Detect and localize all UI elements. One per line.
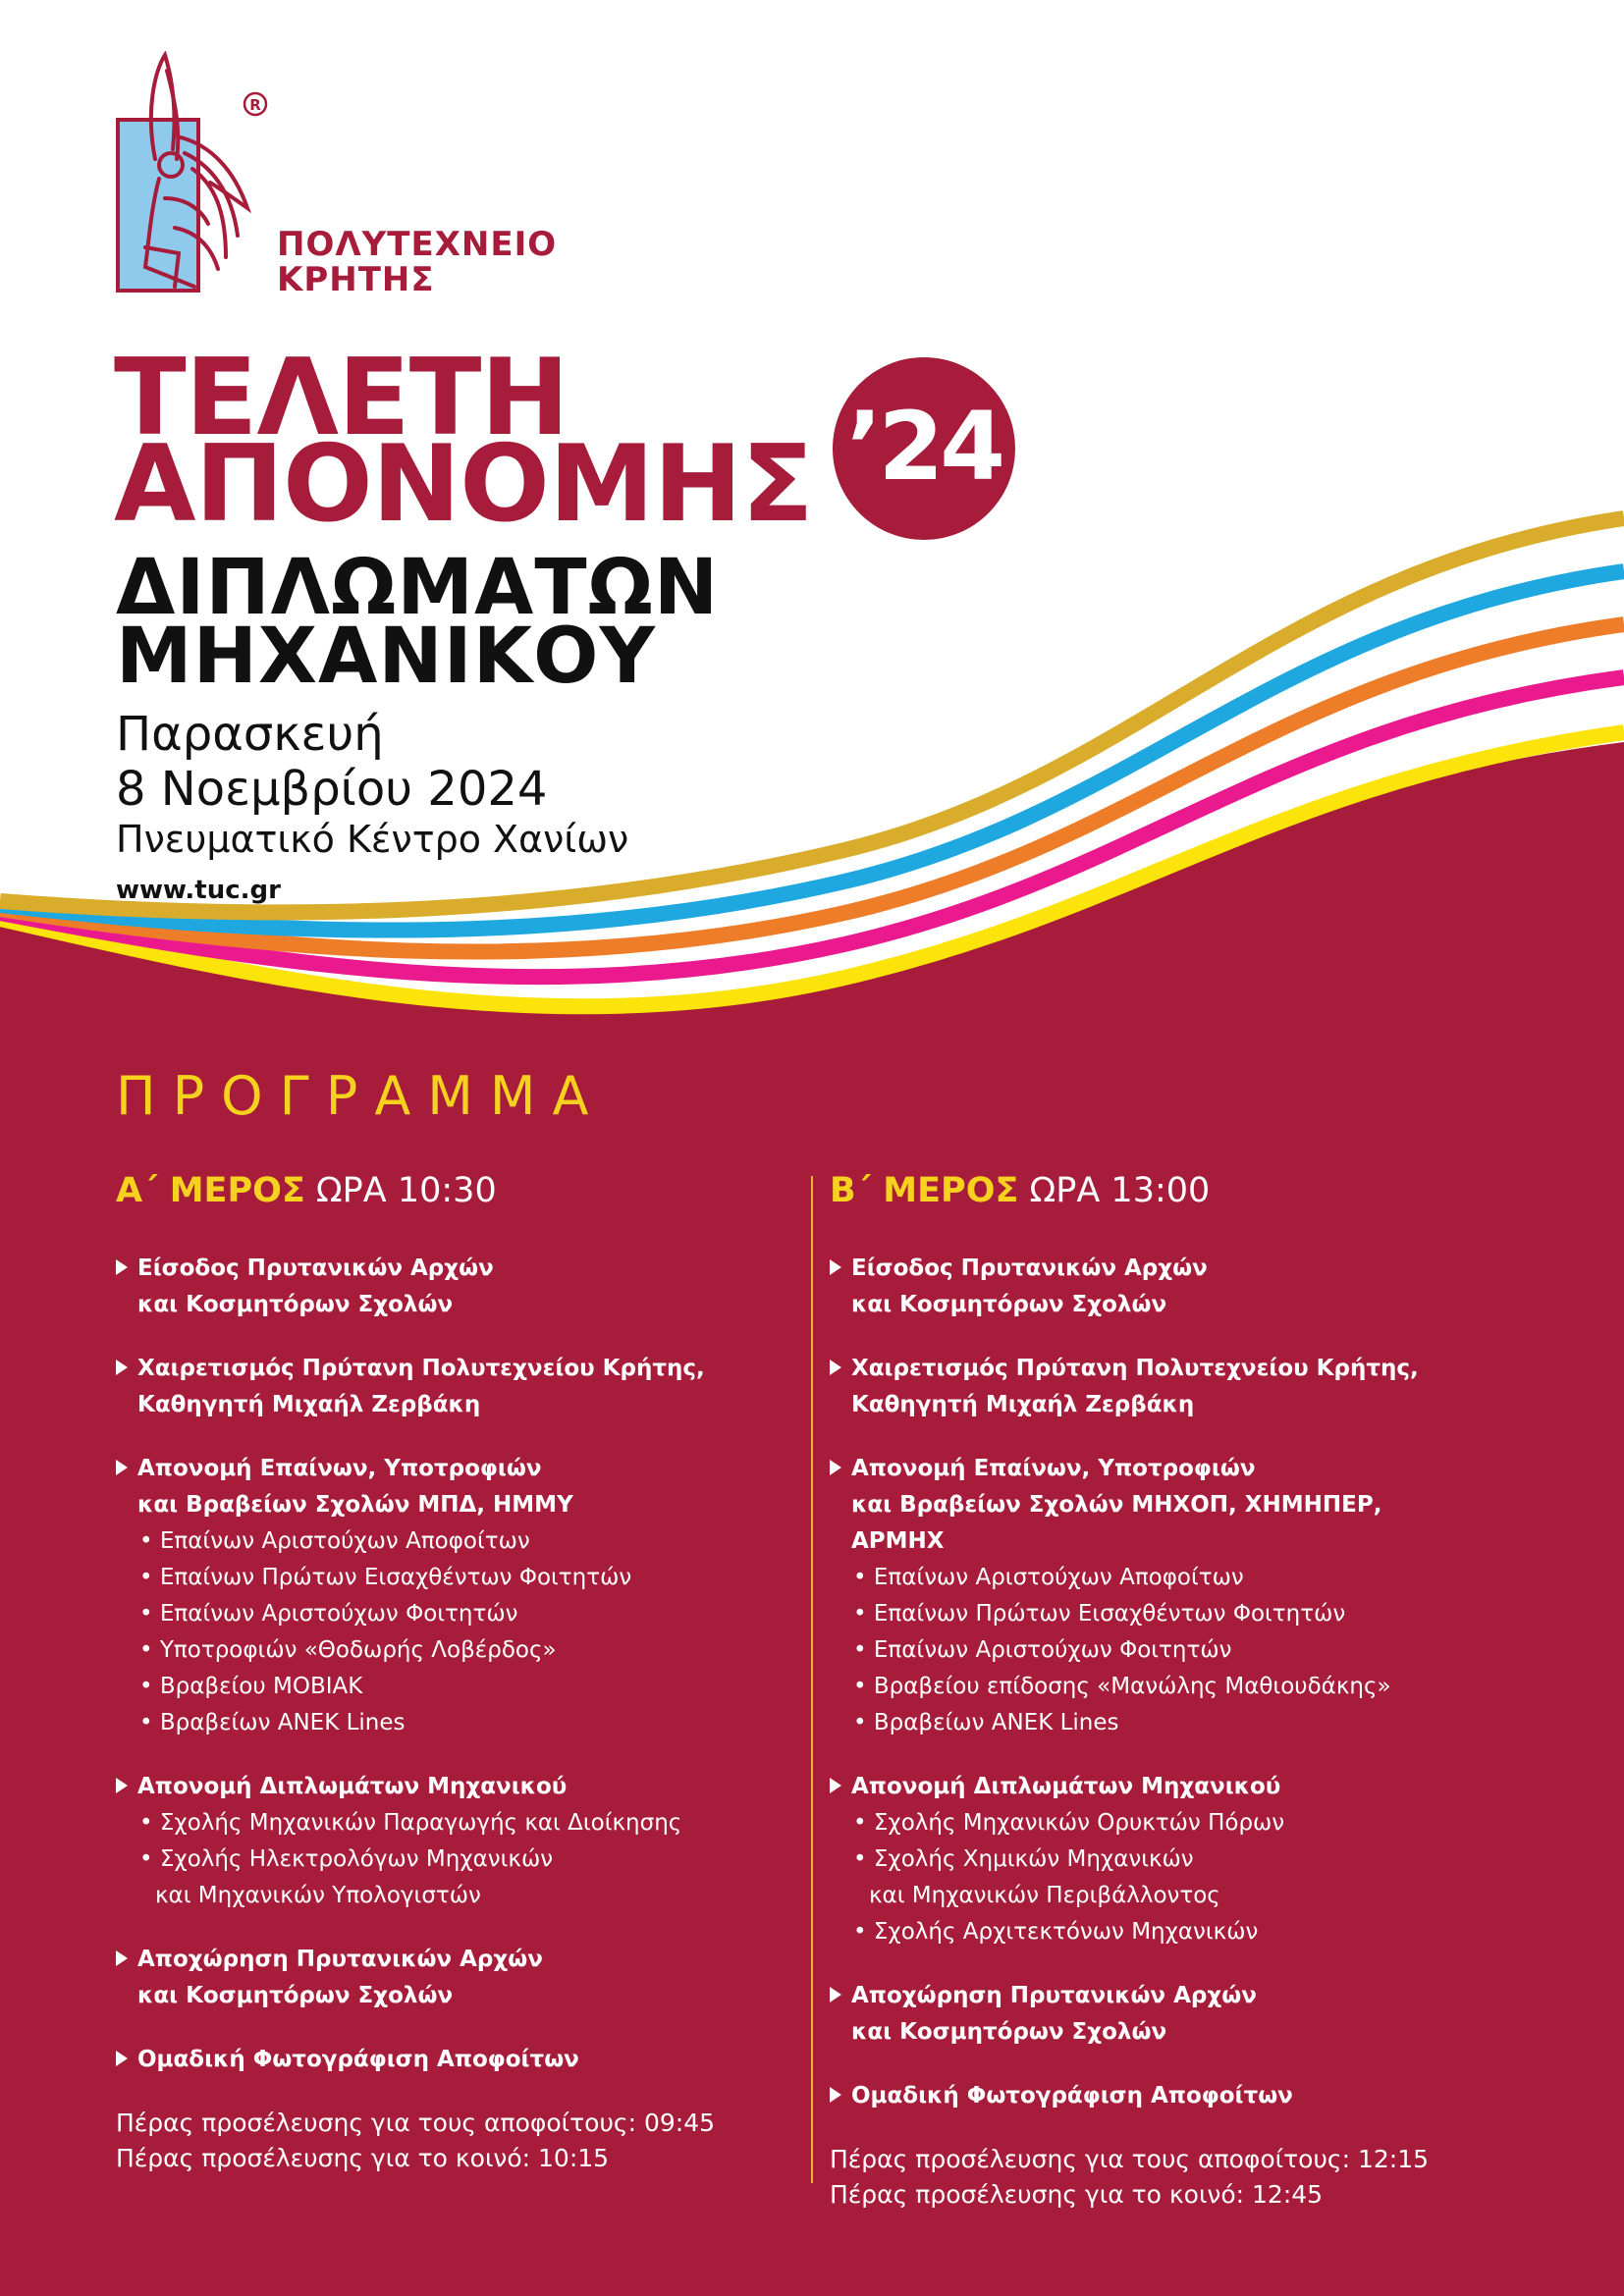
program-item: [830, 1978, 1458, 2051]
program-subitem-text: • Σχολής Ηλεκτρολόγων Μηχανικών και Μηχανικών Υπολογιστών: [139, 1846, 554, 1908]
program-item-title: Χαιρετισμός Πρύτανη Πολυτεχνείου Κρήτης, Καθηγητή Μιχαήλ Ζερβάκη: [137, 1356, 705, 1417]
triangle-bullet-icon: [116, 1460, 128, 1475]
program-item-title: Αποχώρηση Πρυτανικών Αρχών και Κοσμητόρων Σχολών: [137, 1947, 543, 2008]
program-subitem: [137, 1596, 744, 1632]
svg-text:R: R: [249, 96, 261, 114]
program-subitem-text: • Επαίνων Αριστούχων Φοιτητών: [139, 1601, 518, 1627]
program-item: [116, 1942, 744, 2014]
part-a-column: [116, 1171, 744, 2176]
triangle-bullet-icon: [830, 1360, 841, 1375]
part-b-time: ΩΡΑ 13:00: [1029, 1171, 1211, 1210]
triangle-bullet-icon: [830, 1778, 841, 1793]
program-subitem: [137, 1705, 744, 1741]
part-a-time: ΩΡΑ 10:30: [315, 1171, 497, 1210]
program-subitem: [851, 1842, 1458, 1914]
part-b-items: [830, 1251, 1458, 2114]
part-b-deadline-public: Πέρας προσέλευσης για το κοινό: 12:45: [830, 2180, 1324, 2209]
program-item-title: Ομαδική Φωτογράφιση Αποφοίτων: [851, 2083, 1293, 2109]
program-subitem-text: • Υποτροφιών «Θοδωρής Λοβέρδος»: [139, 1637, 557, 1663]
program-subitem: [137, 1842, 744, 1914]
program-item-title: Απονομή Διπλωμάτων Μηχανικού: [851, 1774, 1281, 1799]
program-subitem: [851, 1632, 1458, 1669]
program-item-title: Απονομή Επαίνων, Υποτροφιών και Βραβείων Σχολών ΜΗΧΟΠ, ΧΗΜΗΠΕΡ, ΑΡΜΗΧ: [851, 1456, 1382, 1554]
title-line1: ΤΕΛΕΤΗ: [114, 337, 568, 459]
subtitle-line2: ΜΗΧΑΝΙΚΟΥ: [116, 613, 656, 701]
part-b-label: Β΄ ΜΕΡΟΣ: [830, 1171, 1019, 1210]
program-subitem: [851, 1560, 1458, 1596]
program-subitem: [851, 1705, 1458, 1741]
program-subitem-text: • Σχολής Μηχανικών Ορυκτών Πόρων: [853, 1810, 1285, 1836]
event-day: Παρασκευή: [116, 707, 384, 762]
triangle-bullet-icon: [830, 1460, 841, 1475]
university-name-line2: ΚΡΗΤΗΣ: [277, 260, 435, 299]
program-subitem-text: • Σχολής Αρχιτεκτόνων Μηχανικών: [853, 1919, 1259, 1945]
program-item: [830, 1769, 1458, 1950]
program-item: [830, 1351, 1458, 1423]
program-item-title: Απονομή Επαίνων, Υποτροφιών και Βραβείων Σχολών ΜΠΔ, ΗΜΜΥ: [137, 1456, 573, 1518]
triangle-bullet-icon: [116, 2051, 128, 2066]
program-subitem: [137, 1669, 744, 1705]
program-item-title: Απονομή Διπλωμάτων Μηχανικού: [137, 1774, 568, 1799]
part-a-deadline-graduates: Πέρας προσέλευσης για τους αποφοίτους: 09:45: [116, 2109, 716, 2137]
program-heading: ΠΡΟΓΡΑΜΜΑ: [116, 1065, 606, 1127]
event-date: 8 Νοεμβρίου 2024: [116, 762, 548, 817]
program-item-title: Χαιρετισμός Πρύτανη Πολυτεχνείου Κρήτης, Καθηγητή Μιχαήλ Ζερβάκη: [851, 1356, 1419, 1417]
triangle-bullet-icon: [830, 1987, 841, 2002]
program-item: [830, 1451, 1458, 1741]
part-a-label: Α΄ ΜΕΡΟΣ: [116, 1171, 305, 1210]
program-subitem: [851, 1914, 1458, 1950]
sphinx-logo-icon: [116, 51, 273, 296]
program-subitem-text: • Βραβείου επίδοσης «Μανώλης Μαθιουδάκης»: [853, 1674, 1391, 1699]
triangle-bullet-icon: [116, 1950, 128, 1966]
program-subitem-text: • Επαίνων Αριστούχων Φοιτητών: [853, 1637, 1232, 1663]
program-item: [116, 1769, 744, 1914]
part-a-heading: [116, 1171, 744, 1219]
year-text: ’24: [845, 392, 1002, 502]
triangle-bullet-icon: [116, 1259, 128, 1275]
program-subitem-text: • Βραβείων ANEK Lines: [853, 1710, 1119, 1735]
program-subitem: [137, 1632, 744, 1669]
program-subitem-text: • Επαίνων Πρώτων Εισαχθέντων Φοιτητών: [853, 1601, 1346, 1627]
triangle-bullet-icon: [830, 1259, 841, 1275]
program-item: [116, 2042, 744, 2078]
program-item-title: Είσοδος Πρυτανικών Αρχών και Κοσμητόρων Σχολών: [137, 1255, 494, 1317]
part-b-deadline-graduates: Πέρας προσέλευσης για τους αποφοίτους: 12:15: [830, 2145, 1430, 2173]
program-subitem-text: • Βραβείου MOBIAK: [139, 1674, 363, 1699]
part-a-items: [116, 1251, 744, 2078]
triangle-bullet-icon: [830, 2087, 841, 2103]
program-subitem-text: • Επαίνων Πρώτων Εισαχθέντων Φοιτητών: [139, 1565, 632, 1590]
program-subitem-text: • Επαίνων Αριστούχων Αποφοίτων: [139, 1528, 530, 1554]
program-item: [116, 1351, 744, 1423]
program-subitem-text: • Σχολής Μηχανικών Παραγωγής και Διοίκησης: [139, 1810, 682, 1836]
program-subitem-text: • Βραβείων ANEK Lines: [139, 1710, 406, 1735]
title-line2: ΑΠΟΝΟΜΗΣ: [114, 423, 813, 546]
program-subitem: [851, 1596, 1458, 1632]
program-subitem: [851, 1805, 1458, 1842]
part-b-column: [830, 1171, 1458, 2213]
program-subitem-text: • Επαίνων Αριστούχων Αποφοίτων: [853, 1565, 1244, 1590]
program-item-title: Αποχώρηση Πρυτανικών Αρχών και Κοσμητόρων Σχολών: [851, 1983, 1257, 2045]
program-item: [830, 2078, 1458, 2114]
triangle-bullet-icon: [116, 1360, 128, 1375]
part-b-heading: [830, 1171, 1458, 1219]
program-item: [830, 1251, 1458, 1323]
program-item-title: Ομαδική Φωτογράφιση Αποφοίτων: [137, 2047, 579, 2072]
column-divider: [811, 1176, 813, 2183]
program-item-title: Είσοδος Πρυτανικών Αρχών και Κοσμητόρων Σχολών: [851, 1255, 1208, 1317]
subtitle-line1: ΔΙΠΛΩΜΑΤΩΝ: [116, 544, 720, 632]
part-a-deadline-public: Πέρας προσέλευσης για το κοινό: 10:15: [116, 2144, 610, 2172]
program-subitem: [137, 1560, 744, 1596]
program-subitem: [851, 1669, 1458, 1705]
program-subitem: [137, 1805, 744, 1842]
university-name-line1: ΠΟΛΥΤΕΧΝΕΙΟ: [277, 225, 558, 264]
event-venue: Πνευματικό Κέντρο Χανίων: [116, 818, 629, 861]
program-item: [116, 1451, 744, 1741]
program-item: [116, 1251, 744, 1323]
program-subitem: [137, 1523, 744, 1560]
year-badge: [833, 357, 1015, 540]
website-link[interactable]: www.tuc.gr: [116, 876, 281, 905]
program-subitem-text: • Σχολής Χημικών Μηχανικών και Μηχανικών Περιβάλλοντος: [853, 1846, 1220, 1908]
triangle-bullet-icon: [116, 1778, 128, 1793]
